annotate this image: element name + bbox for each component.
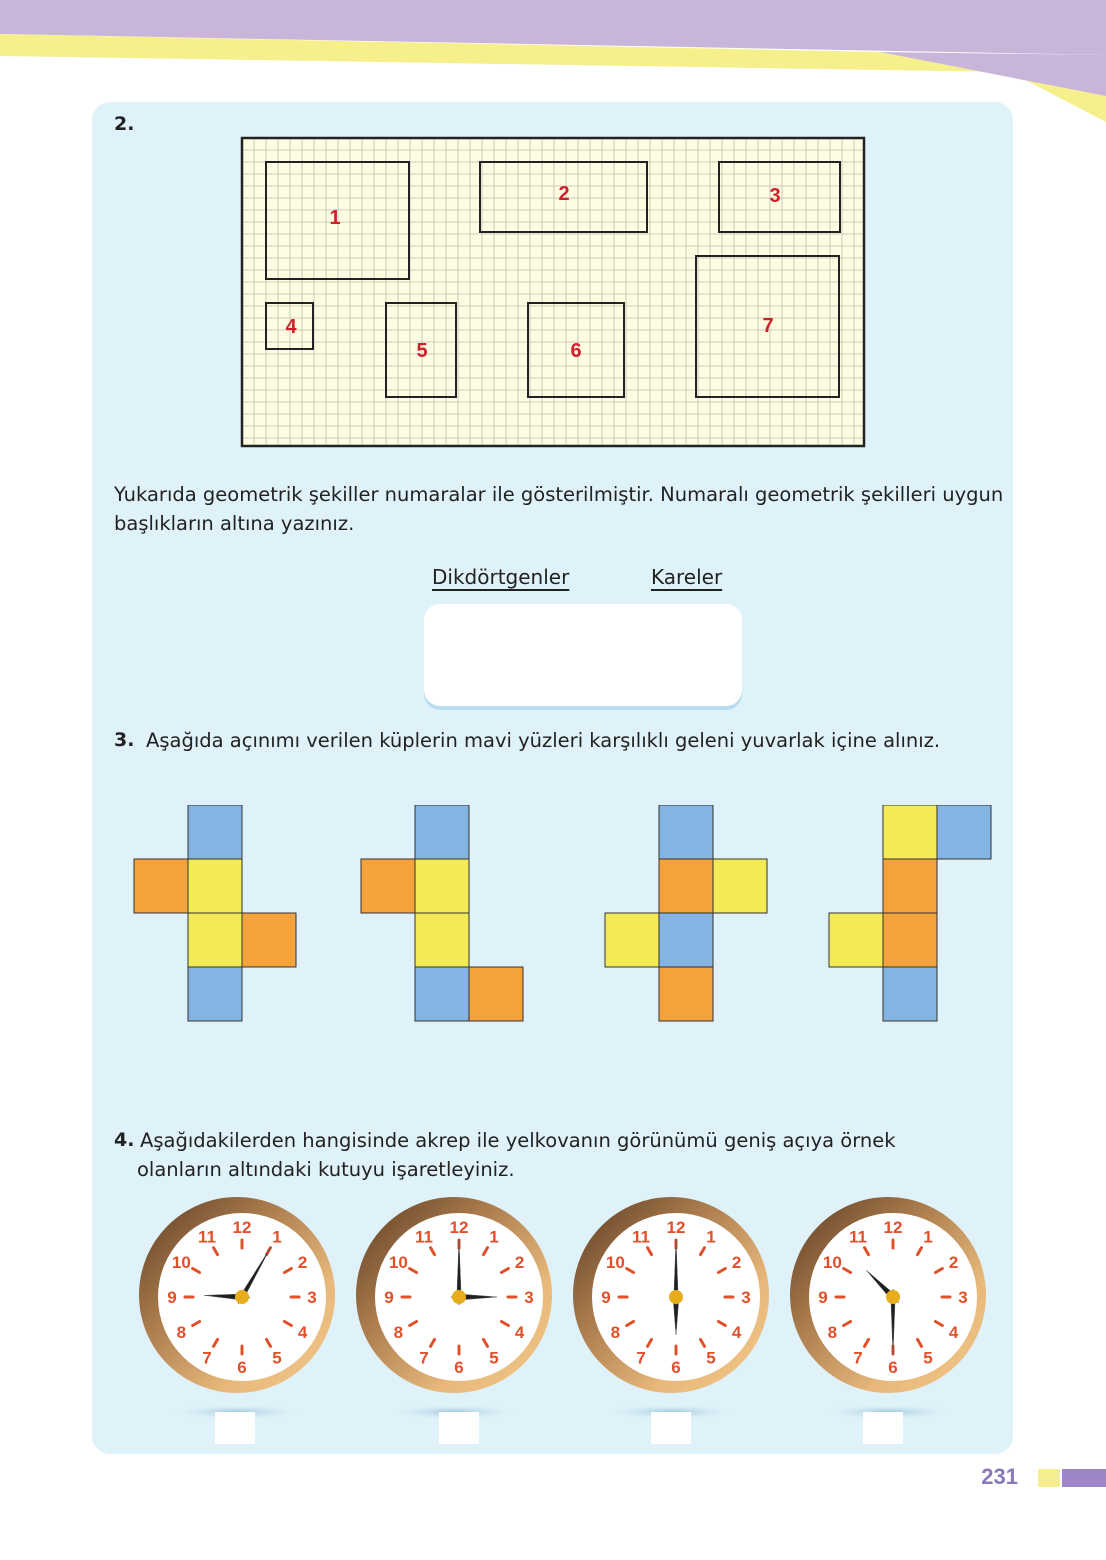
- clock-numeral: 1: [706, 1227, 716, 1247]
- net-1-face-orange: [134, 859, 188, 913]
- question-4-text-line1: Aşağıdakilerden hangisinde akrep ile yelkovanın görünümü geniş açıya örnek: [140, 1129, 896, 1152]
- clock-numeral: 4: [731, 1323, 742, 1342]
- cube-nets: [130, 805, 1000, 1035]
- clock-numeral: 12: [232, 1218, 252, 1237]
- question-2-instruction: Yukarıda geometrik şekiller numaralar ile gösterilmiştir. Numaralı geometrik şekilleri uygun başlıkların altına yazınız.: [114, 483, 1004, 535]
- clock-numeral: 5: [706, 1348, 716, 1368]
- net-1[interactable]: [134, 805, 296, 1021]
- clock-numeral: 1: [489, 1227, 499, 1247]
- net-3-face-blue: [659, 913, 713, 967]
- clock-numeral: 8: [176, 1323, 187, 1342]
- net-3-face-orange: [659, 859, 713, 913]
- footer-purple-bar: [1062, 1469, 1106, 1487]
- question-4-number: 4.: [114, 1129, 135, 1151]
- clock-numeral: 9: [167, 1288, 177, 1307]
- clock-numeral: 10: [822, 1253, 842, 1272]
- clock-numeral: 2: [948, 1253, 959, 1272]
- clock-numeral: 6: [237, 1358, 247, 1377]
- clock-numeral: 8: [827, 1323, 838, 1342]
- clock-numeral: 11: [632, 1227, 650, 1247]
- clock-numeral: 9: [818, 1288, 828, 1307]
- question-3-text: Aşağıda açınımı verilen küplerin mavi yüzleri karşılıklı geleni yuvarlak içine alınız.: [146, 729, 941, 752]
- clock-numeral: 8: [610, 1323, 621, 1342]
- shape-label-2: 2: [558, 183, 570, 205]
- footer-yellow-bar: [1038, 1469, 1060, 1487]
- clock-numeral: 10: [388, 1253, 408, 1272]
- clock-numeral: 6: [671, 1358, 681, 1377]
- net-4-face-blue: [883, 967, 937, 1021]
- clock-numeral: 1: [272, 1227, 282, 1247]
- clock-numeral: 7: [636, 1348, 646, 1368]
- clock-numeral: 10: [171, 1253, 191, 1272]
- clock-numeral: 2: [514, 1253, 525, 1272]
- net-4[interactable]: [829, 805, 991, 1021]
- question-3-number: 3.: [114, 729, 135, 751]
- clock-center-pin: [235, 1290, 249, 1304]
- clock-center-pin: [886, 1290, 900, 1304]
- shape-label-6: 6: [570, 340, 582, 362]
- net-1-face-orange: [242, 913, 296, 967]
- net-2-face-orange: [469, 967, 523, 1021]
- clock-center-pin: [452, 1290, 466, 1304]
- clock-1-checkbox[interactable]: [215, 1412, 255, 1444]
- clock-numeral: 3: [958, 1288, 968, 1307]
- question-4-text-line2: olanların altındaki kutuyu işaretleyiniz.: [137, 1158, 515, 1181]
- net-3-face-yellow: [605, 913, 659, 967]
- shape-label-5: 5: [416, 340, 428, 362]
- shape-label-3: 3: [769, 185, 781, 207]
- page-number: 231: [981, 1464, 1018, 1489]
- net-4-face-yellow: [883, 805, 937, 859]
- clock-numeral: 5: [272, 1348, 282, 1368]
- clock-numeral: 6: [888, 1358, 898, 1377]
- clock-numeral: 5: [923, 1348, 933, 1368]
- net-2-face-orange: [361, 859, 415, 913]
- clocks-row: [130, 1195, 1000, 1430]
- clock-numeral: 5: [489, 1348, 499, 1368]
- clock-numeral: 3: [307, 1288, 317, 1307]
- net-1-face-blue: [188, 967, 242, 1021]
- clock-numeral: 12: [883, 1218, 903, 1237]
- net-3-face-yellow: [713, 859, 767, 913]
- net-1-face-yellow: [188, 913, 242, 967]
- clock-numeral: 12: [449, 1218, 469, 1237]
- shape-label-1: 1: [329, 207, 341, 229]
- net-2-face-yellow: [415, 913, 469, 967]
- net-3-face-blue: [659, 805, 713, 859]
- clock-numeral: 4: [514, 1323, 525, 1342]
- question-2-number: 2.: [114, 113, 135, 135]
- clock-1: [139, 1197, 335, 1420]
- clock-numeral: 3: [741, 1288, 751, 1307]
- net-2-face-blue: [415, 967, 469, 1021]
- net-3[interactable]: [605, 805, 767, 1021]
- net-2-face-blue: [415, 805, 469, 859]
- net-4-face-orange: [883, 859, 937, 913]
- net-2-face-yellow: [415, 859, 469, 913]
- clock-numeral: 1: [923, 1227, 933, 1247]
- clock-numeral: 7: [419, 1348, 429, 1368]
- clock-numeral: 7: [202, 1348, 212, 1368]
- grid-figure: [240, 136, 866, 448]
- shape-label-7: 7: [762, 315, 774, 337]
- clock-4: [790, 1197, 986, 1420]
- clock-numeral: 4: [297, 1323, 308, 1342]
- rectangles-header: Dikdörtgenler: [432, 565, 570, 589]
- net-1-face-yellow: [188, 859, 242, 913]
- net-4-face-blue: [937, 805, 991, 859]
- clock-numeral: 4: [948, 1323, 959, 1342]
- answer-box[interactable]: [424, 604, 742, 706]
- clock-numeral: 6: [454, 1358, 464, 1377]
- clock-numeral: 11: [198, 1227, 216, 1247]
- clock-2-checkbox[interactable]: [439, 1412, 479, 1444]
- net-3-face-orange: [659, 967, 713, 1021]
- clock-2: [356, 1197, 552, 1420]
- clock-numeral: 3: [524, 1288, 534, 1307]
- net-4-face-yellow: [829, 913, 883, 967]
- clock-numeral: 7: [853, 1348, 863, 1368]
- clock-numeral: 8: [393, 1323, 404, 1342]
- clock-numeral: 2: [731, 1253, 742, 1272]
- clock-numeral: 12: [666, 1218, 686, 1237]
- clock-numeral: 10: [605, 1253, 625, 1272]
- clock-center-pin: [669, 1290, 683, 1304]
- squares-header: Kareler: [651, 565, 723, 589]
- clock-numeral: 11: [415, 1227, 433, 1247]
- clock-numeral: 9: [384, 1288, 394, 1307]
- clock-numeral: 9: [601, 1288, 611, 1307]
- clock-numeral: 2: [297, 1253, 308, 1272]
- net-1-face-blue: [188, 805, 242, 859]
- clock-numeral: 11: [849, 1227, 867, 1247]
- clock-4-checkbox[interactable]: [863, 1412, 903, 1444]
- net-4-face-orange: [883, 913, 937, 967]
- net-2[interactable]: [361, 805, 523, 1021]
- clock-3: [573, 1197, 769, 1420]
- shape-label-4: 4: [285, 316, 297, 338]
- clock-3-checkbox[interactable]: [651, 1412, 691, 1444]
